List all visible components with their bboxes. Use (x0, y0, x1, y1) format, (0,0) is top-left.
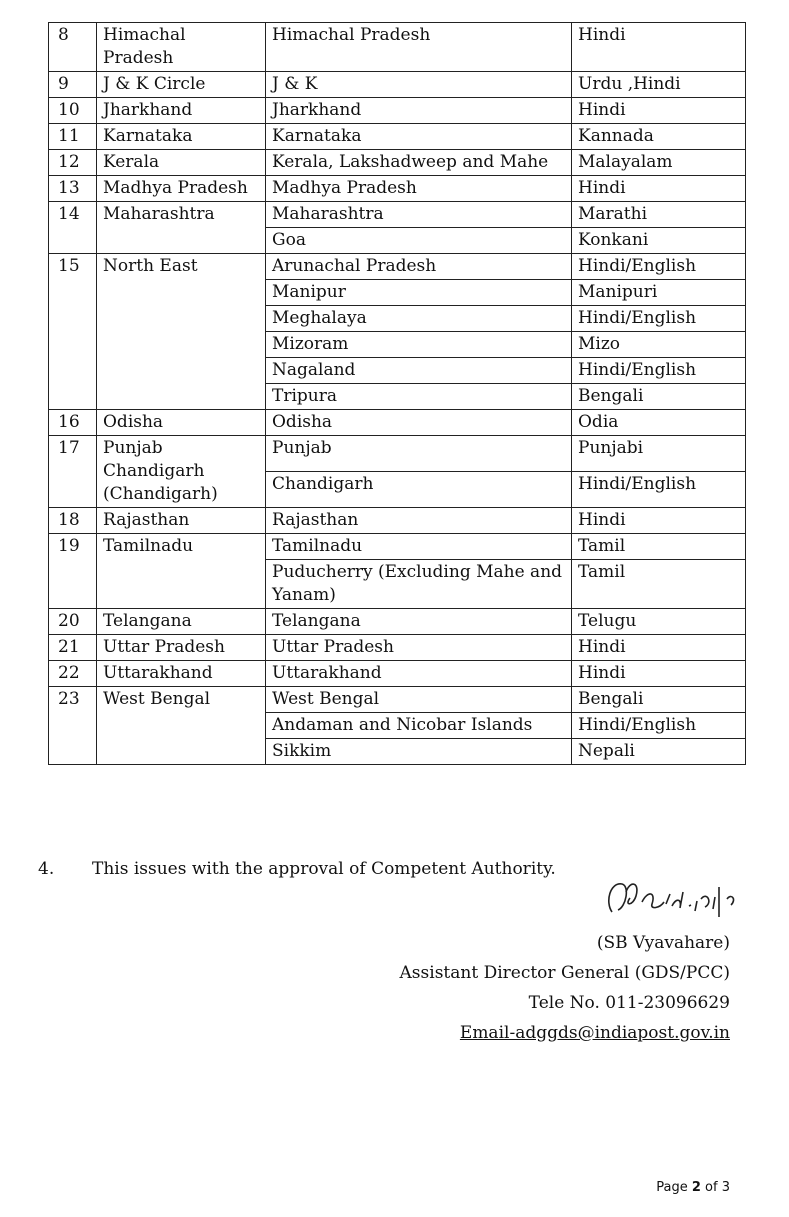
serial-number-cell: 18 (49, 508, 97, 534)
circle-cell: North East (97, 254, 266, 410)
serial-number-cell: 20 (49, 609, 97, 635)
language-cell: Hindi (572, 23, 746, 72)
table-row (49, 23, 746, 72)
region-cell: Meghalaya (266, 306, 572, 332)
table-row (49, 661, 746, 687)
circle-cell: Odisha (97, 410, 266, 436)
serial-number-cell: 11 (49, 124, 97, 150)
language-cell: Marathi (572, 202, 746, 228)
circle-cell: Kerala (97, 150, 266, 176)
circle-cell: J & K Circle (97, 72, 266, 98)
paragraph-4 (38, 859, 556, 879)
region-cell: Tamilnadu (266, 534, 572, 560)
circle-cell: Rajasthan (97, 508, 266, 534)
signatory-block (400, 928, 730, 1048)
region-cell: Madhya Pradesh (266, 176, 572, 202)
region-cell: Odisha (266, 410, 572, 436)
page-total: 3 (721, 1180, 730, 1195)
language-cell: Mizo (572, 332, 746, 358)
region-cell: Telangana (266, 609, 572, 635)
region-cell: Andaman and Nicobar Islands (266, 713, 572, 739)
region-cell: Mizoram (266, 332, 572, 358)
circle-cell: Punjab Chandigarh (Chandigarh) (97, 436, 266, 508)
serial-number-cell: 16 (49, 410, 97, 436)
language-cell: Hindi (572, 508, 746, 534)
region-cell: Punjab (266, 436, 572, 472)
page-footer (656, 1180, 730, 1195)
region-cell: Jharkhand (266, 98, 572, 124)
circle-cell: Uttar Pradesh (97, 635, 266, 661)
circle-cell: Uttarakhand (97, 661, 266, 687)
serial-number-cell: 22 (49, 661, 97, 687)
language-cell: Tamil (572, 534, 746, 560)
circle-cell: West Bengal (97, 687, 266, 765)
language-cell: Nepali (572, 739, 746, 765)
language-cell: Hindi/English (572, 472, 746, 508)
language-cell: Bengali (572, 687, 746, 713)
page-label: Page (656, 1180, 688, 1195)
language-cell: Odia (572, 410, 746, 436)
table-row (49, 635, 746, 661)
table-row (49, 508, 746, 534)
language-cell: Hindi/English (572, 254, 746, 280)
table-row (49, 410, 746, 436)
region-cell: Puducherry (Excluding Mahe and Yanam) (266, 560, 572, 609)
region-cell: Arunachal Pradesh (266, 254, 572, 280)
serial-number-cell: 9 (49, 72, 97, 98)
region-cell: Uttarakhand (266, 661, 572, 687)
paragraph-text: This issues with the approval of Competent Authority. (92, 859, 556, 879)
page-current: 2 (691, 1180, 701, 1195)
table-row (49, 150, 746, 176)
table-row (49, 436, 746, 472)
region-cell: J & K (266, 72, 572, 98)
language-cell: Hindi/English (572, 713, 746, 739)
signatory-designation: Assistant Director General (GDS/PCC) (399, 963, 730, 983)
region-cell: Himachal Pradesh (266, 23, 572, 72)
serial-number-cell: 21 (49, 635, 97, 661)
table-row (49, 534, 746, 560)
language-cell: Hindi (572, 98, 746, 124)
circle-cell: Jharkhand (97, 98, 266, 124)
language-cell: Hindi (572, 176, 746, 202)
handwritten-signature (600, 862, 770, 932)
circle-cell: Telangana (97, 609, 266, 635)
table-row (49, 98, 746, 124)
serial-number-cell: 19 (49, 534, 97, 609)
language-cell: Malayalam (572, 150, 746, 176)
language-cell: Hindi (572, 661, 746, 687)
table-row (49, 254, 746, 280)
allocation-table (48, 22, 746, 765)
circle-cell: Maharashtra (97, 202, 266, 254)
language-cell: Bengali (572, 384, 746, 410)
language-cell: Punjabi (572, 436, 746, 472)
region-cell: Kerala, Lakshadweep and Mahe (266, 150, 572, 176)
language-cell: Konkani (572, 228, 746, 254)
region-cell: Manipur (266, 280, 572, 306)
table-row (49, 72, 746, 98)
table-row (49, 202, 746, 228)
region-cell: West Bengal (266, 687, 572, 713)
serial-number-cell: 15 (49, 254, 97, 410)
circle-cell: Himachal Pradesh (97, 23, 266, 72)
signatory-phone: Tele No. 011-23096629 (528, 993, 730, 1013)
region-cell: Goa (266, 228, 572, 254)
serial-number-cell: 13 (49, 176, 97, 202)
region-cell: Chandigarh (266, 472, 572, 508)
region-cell: Karnataka (266, 124, 572, 150)
serial-number-cell: 14 (49, 202, 97, 254)
table-row (49, 687, 746, 713)
page-of: of (705, 1180, 718, 1195)
circle-cell: Tamilnadu (97, 534, 266, 609)
serial-number-cell: 17 (49, 436, 97, 508)
language-cell: Hindi/English (572, 306, 746, 332)
region-cell: Maharashtra (266, 202, 572, 228)
region-cell: Uttar Pradesh (266, 635, 572, 661)
circle-cell: Karnataka (97, 124, 266, 150)
signatory-name: (SB Vyavahare) (596, 933, 730, 953)
serial-number-cell: 8 (49, 23, 97, 72)
language-cell: Tamil (572, 560, 746, 609)
region-cell: Rajasthan (266, 508, 572, 534)
region-cell: Tripura (266, 384, 572, 410)
signatory-email[interactable]: Email-adggds@indiapost.gov.in (459, 1023, 730, 1043)
region-cell: Nagaland (266, 358, 572, 384)
table-row (49, 124, 746, 150)
serial-number-cell: 10 (49, 98, 97, 124)
table-row (49, 176, 746, 202)
table-row (49, 609, 746, 635)
language-cell: Urdu ,Hindi (572, 72, 746, 98)
paragraph-number: 4. (38, 859, 55, 879)
language-cell: Hindi/English (572, 358, 746, 384)
language-cell: Kannada (572, 124, 746, 150)
serial-number-cell: 23 (49, 687, 97, 765)
language-cell: Manipuri (572, 280, 746, 306)
language-cell: Telugu (572, 609, 746, 635)
serial-number-cell: 12 (49, 150, 97, 176)
region-cell: Sikkim (266, 739, 572, 765)
circle-cell: Madhya Pradesh (97, 176, 266, 202)
language-cell: Hindi (572, 635, 746, 661)
